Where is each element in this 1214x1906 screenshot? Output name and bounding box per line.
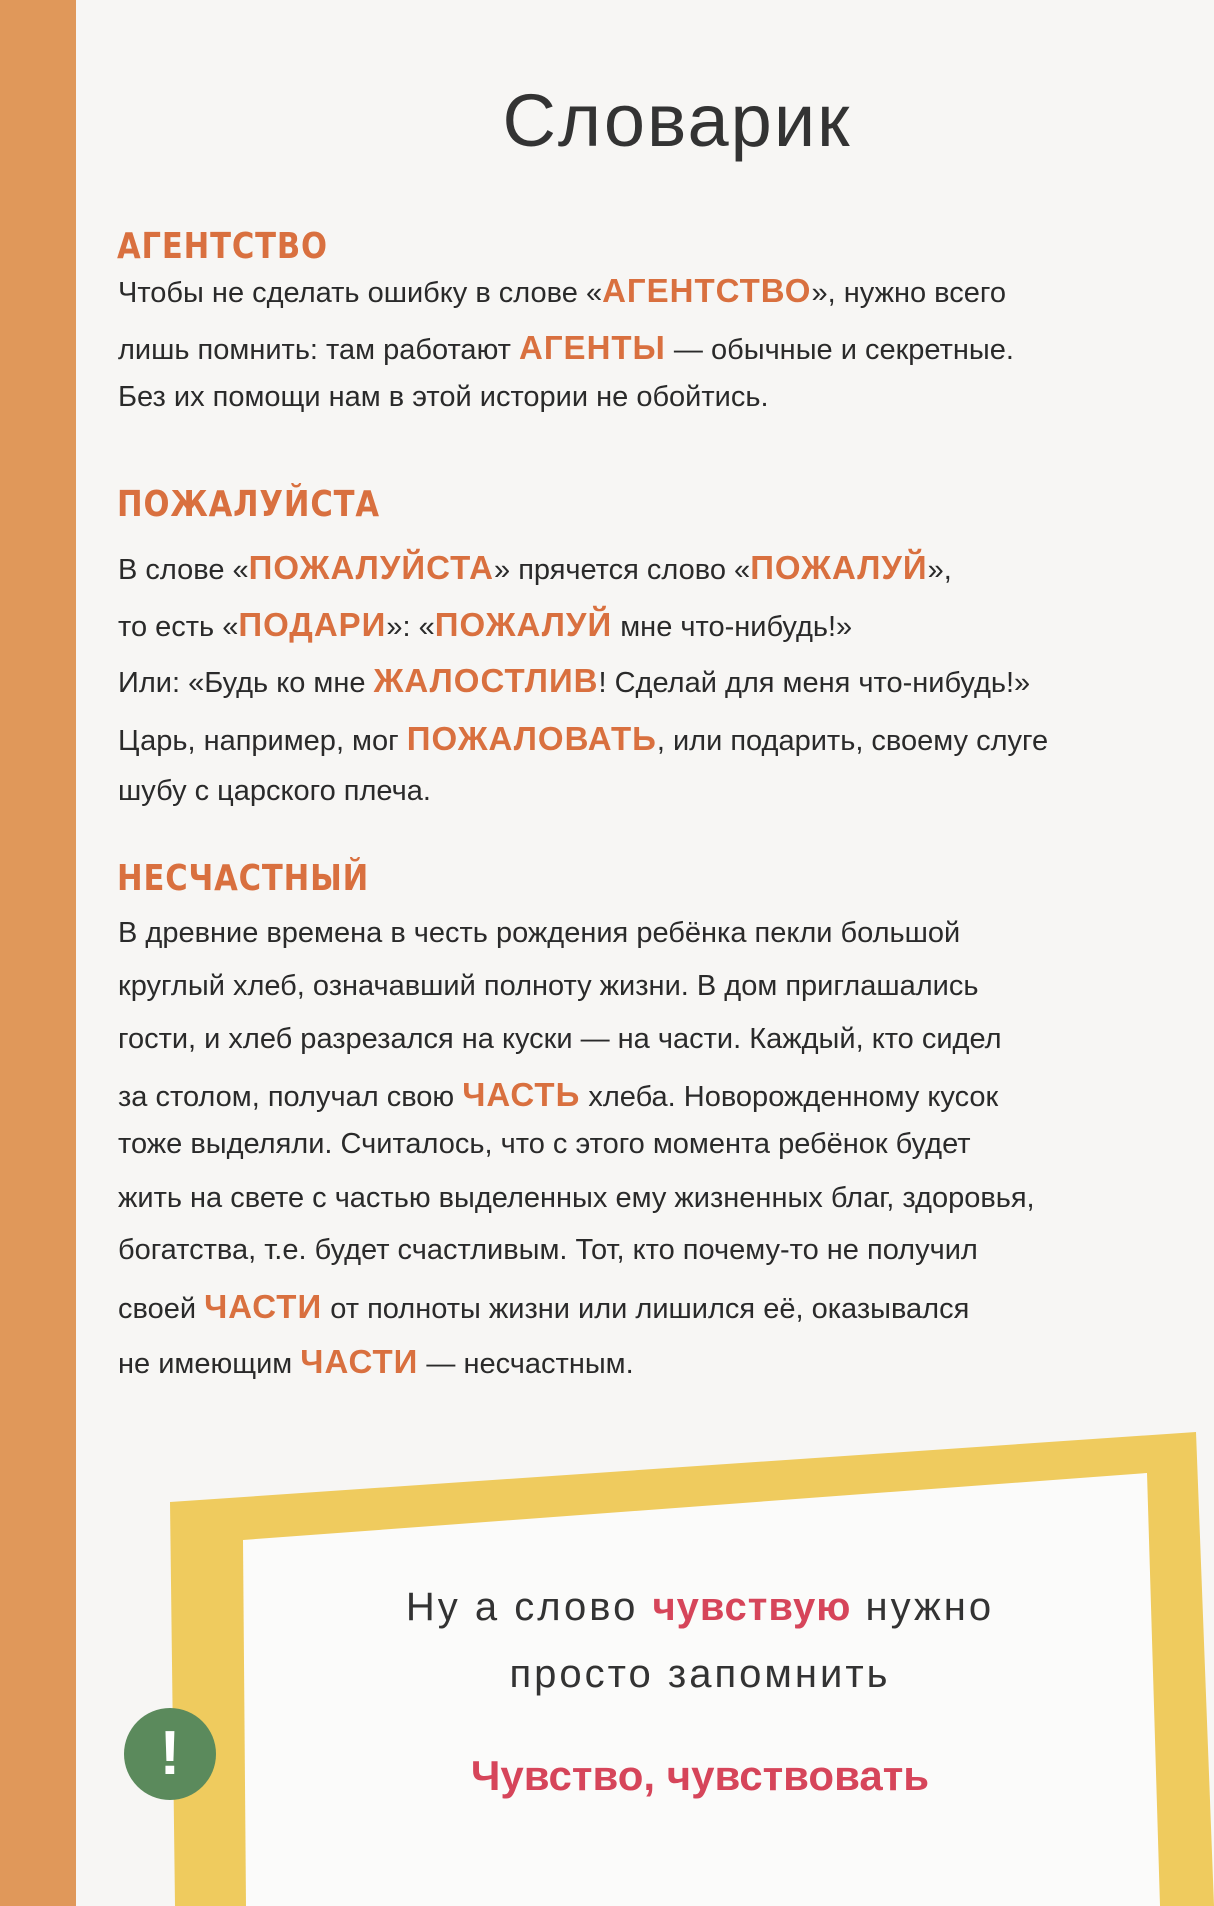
note-text: Ну а слово [405,1585,653,1629]
text-segment: Чтобы не сделать ошибку в слове « [118,277,603,309]
text-segment: В слове « [118,554,249,586]
text-segment: мне что-нибудь!» [612,611,853,643]
text-segment: за столом, получал свою [118,1081,463,1113]
text-segment: от полноты жизни или лишился её, оказывался [322,1293,970,1325]
highlighted-word: ЧАСТИ [204,1288,323,1325]
text-segment: хлеба. Новорожденному кусок [580,1081,999,1113]
text-segment: В древние времена в честь рождения ребёнка пекли большой [118,917,961,949]
highlighted-word: ПОЖАЛУЙСТА [248,549,495,586]
text-segment: » прячется слово « [494,554,751,586]
text-segment: богатства, т.е. будет счастливым. Тот, кто почему-то не получил [118,1234,978,1266]
highlighted-word: АГЕНТЫ [519,329,666,366]
text-segment: », [927,554,952,586]
highlighted-word: ЧАСТИ [300,1343,419,1380]
page-title: Словарик [502,79,852,162]
text-segment: жить на свете с частью выделенных ему жизненных благ, здоровья, [118,1182,1035,1214]
text-segment: гости, и хлеб разрезался на куски — на части. Каждый, кто сидел [118,1023,1002,1055]
text-segment: не имеющим [118,1348,301,1380]
text-segment: Царь, например, мог [118,725,407,757]
exclamation-icon: ! [124,1708,216,1800]
note-line-2: просто запомнить [509,1652,891,1696]
text-segment: »: « [386,611,435,643]
text-segment: шубу с царского плеча. [118,775,431,807]
text-segment: то есть « [118,611,239,643]
note-text: нужно [851,1585,995,1629]
text-segment: круглый хлеб, означавший полноту жизни. В дом приглашались [118,970,979,1002]
text-segment: Без их помощи нам в этой истории не обойтись. [118,381,769,413]
note-highlight-word: чувствую [652,1585,852,1629]
text-segment: тоже выделяли. Считалось, что с этого момента ребёнок будет [118,1128,971,1160]
highlighted-word: ПОЖАЛОВАТЬ [406,720,657,757]
highlighted-word: ПОДАРИ [238,606,387,643]
entry-heading: ПОЖАЛУЙСТА [117,484,380,525]
text-segment: Или: «Будь ко мне [118,667,374,699]
highlighted-word: АГЕНТСТВО [602,272,812,309]
text-segment: ! Сделай для меня что-нибудь!» [598,667,1031,699]
note-answer: Чувство, чувствовать [470,1752,930,1799]
text-segment: , или подарить, своему слуге [656,725,1049,757]
highlighted-word: ПОЖАЛУЙ [750,549,928,586]
text-segment: лишь помнить: там работают [118,334,520,366]
highlighted-word: ЧАСТЬ [462,1076,581,1113]
text-segment: своей [118,1293,205,1325]
entry-heading: АГЕНТСТВО [117,226,328,267]
entry-heading: НЕСЧАСТНЫЙ [117,858,370,899]
highlighted-word: ПОЖАЛУЙ [434,606,613,643]
text-segment: — несчастным. [418,1348,634,1380]
text-segment: — обычные и секретные. [665,334,1014,366]
note-line-1 [260,1585,1140,1630]
text-segment: », нужно всего [811,277,1006,309]
highlighted-word: ЖАЛОСТЛИВ [373,662,599,699]
